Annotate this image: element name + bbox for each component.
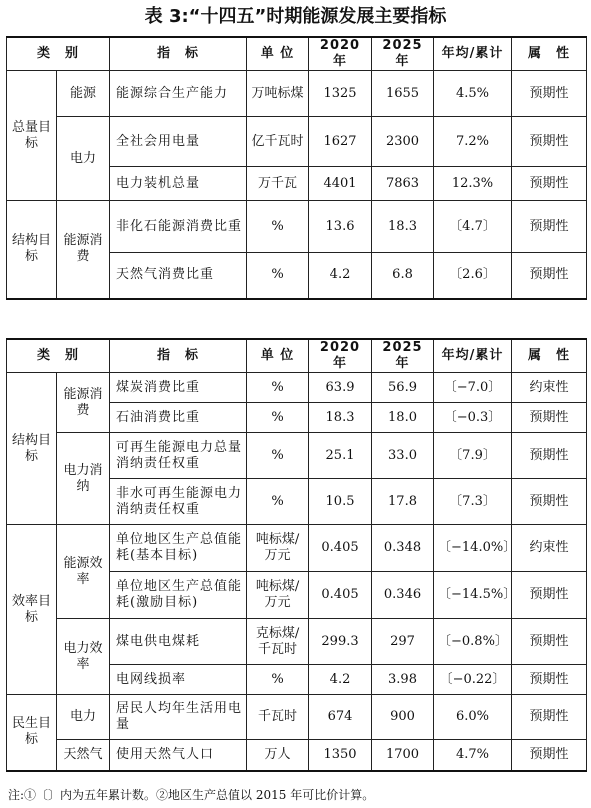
- value-2020-cell: 1350: [309, 740, 372, 771]
- attribute-cell: 预期性: [512, 71, 587, 117]
- value-2020-cell: 18.3: [309, 403, 372, 433]
- indicator-cell: 使用天然气人口: [110, 740, 247, 771]
- subgroup-label: 电力消纳: [57, 433, 110, 525]
- value-2025-cell: 0.348: [372, 525, 434, 572]
- indicator-cell: 天然气消费比重: [110, 253, 247, 299]
- annual-cell: 〔−14.5%〕: [434, 572, 512, 619]
- unit-cell: %: [247, 201, 309, 253]
- indicator-cell: 可再生能源电力总量消纳责任权重: [110, 433, 247, 479]
- annual-cell: 〔7.3〕: [434, 479, 512, 525]
- group-label: 结构目标: [7, 201, 57, 299]
- value-2025-cell: 0.346: [372, 572, 434, 619]
- header-indicator: 指 标: [110, 339, 247, 373]
- group-label: 效率目标: [7, 525, 57, 695]
- value-2020-cell: 1325: [309, 71, 372, 117]
- value-2020-cell: 25.1: [309, 433, 372, 479]
- subgroup-label: 能源效率: [57, 525, 110, 619]
- attribute-cell: 预期性: [512, 665, 587, 695]
- indicator-cell: 煤电供电煤耗: [110, 619, 247, 665]
- annual-cell: 〔2.6〕: [434, 253, 512, 299]
- unit-cell: %: [247, 665, 309, 695]
- annual-cell: 〔4.7〕: [434, 201, 512, 253]
- unit-cell: 吨标煤/万元: [247, 572, 309, 619]
- unit-cell: 万千瓦: [247, 167, 309, 201]
- value-2020-cell: 4.2: [309, 665, 372, 695]
- unit-cell: %: [247, 433, 309, 479]
- unit-cell: %: [247, 403, 309, 433]
- unit-cell: %: [247, 479, 309, 525]
- indicator-cell: 电网线损率: [110, 665, 247, 695]
- indicator-cell: 非化石能源消费比重: [110, 201, 247, 253]
- annual-cell: 〔7.9〕: [434, 433, 512, 479]
- header-2025: 2025 年: [372, 339, 434, 373]
- indicator-cell: 煤炭消费比重: [110, 373, 247, 403]
- unit-cell: 亿千瓦时: [247, 117, 309, 167]
- indicator-cell: 电力装机总量: [110, 167, 247, 201]
- indicator-cell: 全社会用电量: [110, 117, 247, 167]
- header-indicator: 指 标: [110, 37, 247, 71]
- table-row: [7, 695, 587, 740]
- table-row: [7, 525, 587, 572]
- indicator-cell: 单位地区生产总值能耗(激励目标): [110, 572, 247, 619]
- value-2025-cell: 33.0: [372, 433, 434, 479]
- annual-cell: 4.7%: [434, 740, 512, 771]
- value-2020-cell: 4.2: [309, 253, 372, 299]
- attribute-cell: 预期性: [512, 740, 587, 771]
- annual-cell: 6.0%: [434, 695, 512, 740]
- header-annual: 年均/累计: [434, 37, 512, 71]
- header-unit: 单 位: [247, 339, 309, 373]
- attribute-cell: 预期性: [512, 433, 587, 479]
- unit-cell: 万吨标煤: [247, 71, 309, 117]
- unit-cell: 克标煤/千瓦时: [247, 619, 309, 665]
- value-2025-cell: 2300: [372, 117, 434, 167]
- attribute-cell: 预期性: [512, 572, 587, 619]
- group-label: 总量目标: [7, 71, 57, 201]
- value-2020-cell: 4401: [309, 167, 372, 201]
- indicator-cell: 居民人均年生活用电量: [110, 695, 247, 740]
- header-2020: 2020 年: [309, 339, 372, 373]
- header-2020: 2020 年: [309, 37, 372, 71]
- table-title: 表 3:“十四五”时期能源发展主要指标: [144, 6, 447, 27]
- energy-indicators-table-2: [6, 338, 587, 772]
- table-row: [7, 433, 587, 479]
- table-footnote: 注:①〔〕内为五年累计数。②地区生产总值以 2015 年可比价计算。: [8, 788, 375, 802]
- unit-cell: 吨标煤/万元: [247, 525, 309, 572]
- annual-cell: 〔−7.0〕: [434, 373, 512, 403]
- annual-cell: 〔−0.22〕: [434, 665, 512, 695]
- attribute-cell: 预期性: [512, 403, 587, 433]
- attribute-cell: 预期性: [512, 479, 587, 525]
- attribute-cell: 预期性: [512, 167, 587, 201]
- value-2025-cell: 1700: [372, 740, 434, 771]
- value-2020-cell: 0.405: [309, 572, 372, 619]
- attribute-cell: 预期性: [512, 253, 587, 299]
- header-annual: 年均/累计: [434, 339, 512, 373]
- value-2025-cell: 6.8: [372, 253, 434, 299]
- header-2025: 2025 年: [372, 37, 434, 71]
- subgroup-label: 能源消费: [57, 201, 110, 299]
- annual-cell: 〔−14.0%〕: [434, 525, 512, 572]
- value-2025-cell: 56.9: [372, 373, 434, 403]
- value-2020-cell: 1627: [309, 117, 372, 167]
- indicator-cell: 非水可再生能源电力消纳责任权重: [110, 479, 247, 525]
- subgroup-label: 能源消费: [57, 373, 110, 433]
- header-category: 类 别: [7, 339, 110, 373]
- energy-indicators-table-1: [6, 36, 587, 300]
- unit-cell: 千瓦时: [247, 695, 309, 740]
- header-category: 类 别: [7, 37, 110, 71]
- table-header-row: [7, 339, 587, 373]
- attribute-cell: 约束性: [512, 373, 587, 403]
- value-2025-cell: 1655: [372, 71, 434, 117]
- attribute-cell: 预期性: [512, 695, 587, 740]
- attribute-cell: 预期性: [512, 619, 587, 665]
- value-2025-cell: 17.8: [372, 479, 434, 525]
- value-2025-cell: 3.98: [372, 665, 434, 695]
- annual-cell: 7.2%: [434, 117, 512, 167]
- value-2025-cell: 297: [372, 619, 434, 665]
- table-row: [7, 373, 587, 403]
- value-2025-cell: 18.0: [372, 403, 434, 433]
- table-row: [7, 201, 587, 253]
- annual-cell: 4.5%: [434, 71, 512, 117]
- value-2020-cell: 10.5: [309, 479, 372, 525]
- indicator-cell: 能源综合生产能力: [110, 71, 247, 117]
- annual-cell: 12.3%: [434, 167, 512, 201]
- indicator-cell: 单位地区生产总值能耗(基本目标): [110, 525, 247, 572]
- value-2020-cell: 0.405: [309, 525, 372, 572]
- indicator-cell: 石油消费比重: [110, 403, 247, 433]
- subgroup-label: 电力效率: [57, 619, 110, 695]
- table-header-row: [7, 37, 587, 71]
- unit-cell: 万人: [247, 740, 309, 771]
- subgroup-label: 能源: [57, 71, 110, 117]
- table-row: [7, 71, 587, 117]
- unit-cell: %: [247, 253, 309, 299]
- value-2020-cell: 299.3: [309, 619, 372, 665]
- annual-cell: 〔−0.8%〕: [434, 619, 512, 665]
- value-2025-cell: 7863: [372, 167, 434, 201]
- table-row: [7, 619, 587, 665]
- value-2025-cell: 900: [372, 695, 434, 740]
- table-row: [7, 740, 587, 771]
- header-attribute: 属 性: [512, 339, 587, 373]
- value-2025-cell: 18.3: [372, 201, 434, 253]
- table-row: [7, 117, 587, 167]
- value-2020-cell: 674: [309, 695, 372, 740]
- subgroup-label: 电力: [57, 117, 110, 201]
- annual-cell: 〔−0.3〕: [434, 403, 512, 433]
- subgroup-label: 天然气: [57, 740, 110, 771]
- unit-cell: %: [247, 373, 309, 403]
- group-label: 结构目标: [7, 373, 57, 525]
- attribute-cell: 预期性: [512, 117, 587, 167]
- value-2020-cell: 13.6: [309, 201, 372, 253]
- subgroup-label: 电力: [57, 695, 110, 740]
- value-2020-cell: 63.9: [309, 373, 372, 403]
- attribute-cell: 约束性: [512, 525, 587, 572]
- group-label: 民生目标: [7, 695, 57, 771]
- header-attribute: 属 性: [512, 37, 587, 71]
- header-unit: 单 位: [247, 37, 309, 71]
- attribute-cell: 预期性: [512, 201, 587, 253]
